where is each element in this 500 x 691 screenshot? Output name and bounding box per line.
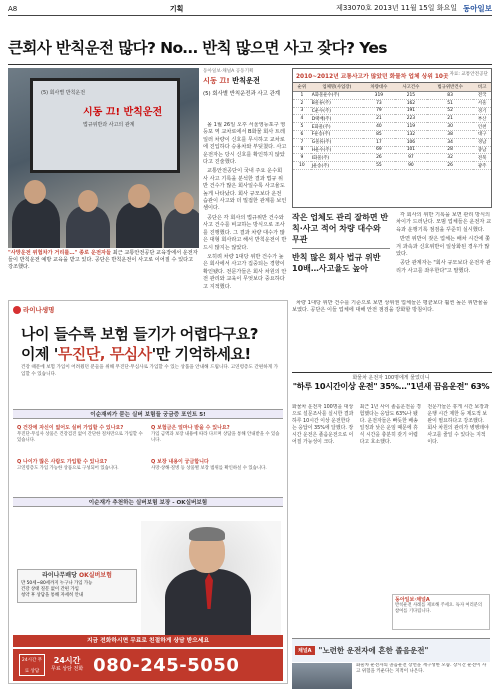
- survey-column: 최근 1년 사이 졸음운전을 경험했다는 응답도 63%나 됐다. 운전자들은 빠듯한 배송 일정과 낮은 운임 때문에 휴식 시간을 충분히 갖기 어렵다고 호소했다.: [359, 404, 421, 445]
- photo-caption: [8, 250, 199, 271]
- ad-answer: 무진단·무심사 상품은 건강검진 없이 간단한 절차만으로 가입할 수 있습니다.: [17, 432, 143, 443]
- pull-quote-2: 반칙 많은 회사 법규 위반 10배…사고율도 높아: [292, 253, 381, 273]
- ad-qa-item: [151, 459, 281, 472]
- table-row: [293, 107, 491, 115]
- table-cell: 34: [427, 138, 473, 146]
- headline-divider: [8, 64, 492, 65]
- ad-headline-2a: 이제 ': [21, 345, 58, 363]
- column-header: 순위: [293, 83, 311, 92]
- audience-person: [164, 208, 199, 248]
- channel-banner[interactable]: [292, 638, 490, 662]
- product-line: 청약 후 상담을 통해 자세히 안내: [21, 593, 84, 598]
- promo-label: 동아일보·채널A: [395, 597, 430, 603]
- table-cell: E화물(주): [311, 123, 363, 131]
- table-cell: 101: [395, 146, 427, 154]
- table-unit: 자료: 교통안전공단: [449, 72, 488, 77]
- data-table: [293, 83, 491, 170]
- table-cell: 40: [363, 123, 395, 131]
- audience-person: [12, 198, 60, 248]
- ad-question: Q 건강에 자신이 없어도 실버 가입할 수 있나요?: [17, 425, 124, 431]
- table-cell: 319: [363, 92, 395, 100]
- column-header: 비고: [473, 83, 491, 92]
- page-number: A8: [8, 4, 18, 13]
- table-cell: 6: [293, 130, 311, 138]
- product-name-b: OK실버보험: [78, 572, 112, 579]
- ad-brand-name: 라이나생명: [23, 306, 55, 314]
- ad-headline-2b: '만 기억하세요!: [151, 345, 251, 363]
- table-cell: 38: [427, 130, 473, 138]
- series-title-b: 반칙운전: [232, 76, 260, 85]
- table-cell: 132: [395, 130, 427, 138]
- table-cell: 97: [395, 154, 427, 162]
- issue-line: 제33070호 2013년 11월 15일 화요일: [336, 4, 457, 12]
- table-cell: 215: [395, 92, 427, 100]
- subhead-title: "하루 10시간이상 운전" 35%…"1년새 끔음운전" 63%: [292, 381, 490, 391]
- ad-qa-item: [17, 425, 147, 444]
- table-cell: A화물운수(주): [311, 92, 363, 100]
- lead-photo: [8, 68, 199, 248]
- call-banner: 지금 전화하시면 무료로 친절하게 상담 받으세요: [13, 635, 283, 647]
- insurance-ad: [8, 300, 288, 684]
- table-header-row: [293, 83, 491, 92]
- table-cell: B물류(주): [311, 99, 363, 107]
- table-cell: I화물(주): [311, 154, 363, 162]
- screen-line: 법규위반과 사고의 관계: [83, 122, 135, 128]
- table-cell: 충남: [473, 146, 491, 154]
- table-row: [293, 115, 491, 123]
- audience-person: [116, 202, 162, 248]
- ad-section-bar: 이순재씨가 묻는 실버 보험들 궁금증 포인트 5!: [13, 409, 283, 419]
- table-cell: 21: [363, 115, 395, 123]
- table-cell: D택배(주): [311, 115, 363, 123]
- table-cell: 55: [363, 162, 395, 170]
- table-cell: 79: [363, 107, 395, 115]
- table-cell: 30: [427, 123, 473, 131]
- article-paragraph: 각 회사의 위반 기록을 보면 관리 방식의 차이가 드러난다. 모범 업체들은 운전자 교육과 운행기록 점검을 꾸준히 실시했다.: [396, 212, 492, 233]
- article-paragraph: 공단은 각 회사의 법규위반 건수와 사고 건수를 비교하는 방식으로 조사를 진행했다. 그 결과 차량 대수가 많은 대형 회사라고 해서 반칙운전이 반드시 많지는 않았다.: [203, 214, 287, 251]
- table-title-bar: [293, 69, 491, 83]
- table-cell: 2: [293, 99, 311, 107]
- table-row: [293, 130, 491, 138]
- product-line: 만 50세~80세까지 누구나 가입 가능: [21, 581, 93, 586]
- column-header: 업체명(사업장): [311, 83, 363, 92]
- hours-sub: 무료 상담 전화: [51, 666, 84, 672]
- table-row: [293, 123, 491, 131]
- table-cell: 부산: [473, 115, 491, 123]
- newspaper-logo: 동아일보: [463, 4, 492, 13]
- table-cell: 3: [293, 107, 311, 115]
- ad-qa-item: [17, 459, 147, 472]
- table-cell: 85: [363, 130, 395, 138]
- bottom-photo: [292, 663, 352, 689]
- survey-column: 전문가들은 휴게 시간 보장과 운행 시간 제한 등 제도적 보완이 필요하다고 강조했다. 회사 차원의 관리가 병행돼야 사고를 줄일 수 있다는 지적이다.: [427, 404, 489, 445]
- hours-label: [51, 656, 83, 674]
- ad-qa-item: [151, 425, 281, 444]
- table-cell: 경기: [473, 107, 491, 115]
- subhead-kicker: 화물차 운전자 100명에게 물었더니: [352, 375, 430, 381]
- table-row: [293, 146, 491, 154]
- table-cell: 광주: [473, 162, 491, 170]
- accident-table: [292, 68, 492, 208]
- screen-title: 시동 끄! 반칙운전: [83, 107, 163, 118]
- table-cell: 51: [427, 99, 473, 107]
- ad-answer: 고연령층도 가입 가능한 상품으로 구성되어 있습니다.: [17, 466, 119, 471]
- banner-text: "노련한 운전자에 흔한 졸음운전": [318, 646, 429, 655]
- table-cell: 83: [427, 92, 473, 100]
- table-cell: 90: [395, 162, 427, 170]
- audience-head: [174, 192, 194, 214]
- table-cell: 17: [363, 138, 395, 146]
- survey-subhead: [292, 374, 490, 400]
- table-cell: J운송(주): [311, 162, 363, 170]
- phone-number[interactable]: 080-245-5050: [93, 654, 240, 676]
- bottom-caption: 화물차 운전자의 졸음운전 장면을 재구성한 모습. 장시간 운전이 사고 위험을 키운다는 지적이 나온다.: [356, 663, 487, 675]
- product-name-a: 라이나무배당: [42, 572, 79, 579]
- table-cell: 7: [293, 138, 311, 146]
- table-row: [293, 154, 491, 162]
- series-subtitle: (5) 회사별 반칙운전과 사고 관계: [203, 91, 280, 97]
- table-cell: 73: [363, 99, 395, 107]
- product-name: [21, 573, 133, 579]
- audience-head: [128, 184, 150, 208]
- series-kicker: 동아일보·채널A 공동기획: [203, 69, 254, 74]
- promo-body: 반칙운전 사례를 제보해 주세요. 독자 여러분의 참여를 기다립니다.: [395, 603, 483, 614]
- column-header: 차량대수: [363, 83, 395, 92]
- table-cell: G물류(주): [311, 138, 363, 146]
- table-cell: 전북: [473, 154, 491, 162]
- series-box: [203, 68, 287, 120]
- product-box: [17, 569, 137, 603]
- table-cell: 32: [427, 154, 473, 162]
- pull-quote-divider: [292, 248, 390, 249]
- ad-question: Q 보장 내용이 궁금합니다: [151, 459, 209, 465]
- reader-promo: [392, 594, 490, 630]
- table-row: [293, 92, 491, 100]
- phone-icon: 24시간 무료 상담: [19, 654, 45, 676]
- series-title-a: 시동 끄!: [203, 76, 233, 85]
- table-cell: 8: [293, 146, 311, 154]
- hours-main: 24시간: [53, 656, 81, 665]
- caption-body: 최근 교통안전공단 교육장에서 운전자들이 반칙운전 예방 교육을 받고 있다. 공단은 반칙운전이 사고로 이어질 수 있다고 강조했다.: [8, 250, 198, 270]
- table-cell: 대구: [473, 130, 491, 138]
- column-header: 사고건수: [395, 83, 427, 92]
- table-cell: 10: [293, 162, 311, 170]
- table-cell: F운송(주): [311, 130, 363, 138]
- screen-subtitle: (5) 회사별 반칙운전: [41, 90, 86, 96]
- caption-quote: "사망운전 위험차가 거리를…" 종로 운전자들: [8, 250, 112, 256]
- survey-column: 화물차 운전자 100명을 대상으로 설문조사를 실시한 결과 하루 10시간 이상 운전한다는 응답이 35%에 달했다. 장시간 운전은 졸음운전으로 이어질 가능성이 크다.: [292, 404, 354, 445]
- table-cell: 서울: [473, 99, 491, 107]
- table-cell: 119: [395, 123, 427, 131]
- table-cell: 전국: [473, 92, 491, 100]
- table-cell: 5: [293, 123, 311, 131]
- page-header: [8, 2, 492, 16]
- ad-headline-2: [21, 343, 251, 364]
- ad-intro: 건강 때문에 보험 가입이 어려웠던 분들을 위해 무진단·무심사로 가입할 수 있는 상품을 안내해 드립니다. 고연령층도 간편하게 가입할 수 있습니다.: [21, 365, 279, 377]
- article-paragraph: 공단 관계자는 "회사 규모보다 운전자 관리가 사고를 좌우한다"고 말했다.: [396, 260, 491, 274]
- table-row: [293, 162, 491, 170]
- ad-question: Q 나이가 많은 사람도 가입할 수 있나요?: [17, 459, 108, 465]
- ad-answer: 가입 금액과 보장 내용에 따라 다르며 상담을 통해 안내받을 수 있습니다.: [151, 432, 280, 443]
- table-cell: 경남: [473, 138, 491, 146]
- article-left: [203, 122, 287, 296]
- table-cell: 인천: [473, 123, 491, 131]
- article-paragraph: 차량 1대당 위반 건수를 기준으로 보면 상위권 업체들은 평균보다 훨씬 높은 위반율을 보였다. 공단은 이들 업체에 대해 안전 점검을 강화할 방침이다.: [292, 300, 488, 314]
- table-row: [293, 99, 491, 107]
- table-cell: 9: [293, 154, 311, 162]
- table-cell: 4: [293, 115, 311, 123]
- main-headline: 큰회사 반칙운전 많다? No… 반칙 많으면 사고 잦다? Yes: [8, 39, 387, 57]
- column-header: 법규위반건수: [427, 83, 473, 92]
- product-line: 건강 상태 질문 없이 간편 가입: [21, 587, 79, 592]
- table-title: 2010~2012년 교통사고가 많았던 화물차 업체 상위 10곳: [296, 74, 449, 80]
- section-label: 기획: [169, 4, 184, 13]
- section-divider: [292, 372, 492, 373]
- ad-question: Q 보험금은 얼마나 받을 수 있나요?: [151, 425, 230, 431]
- pull-quote-1: 작은 업체도 관리 잘하면 반칙·사고 적어 차량 대수와 무관: [292, 213, 389, 244]
- table-cell: 1: [293, 92, 311, 100]
- table-cell: C운수(주): [311, 107, 363, 115]
- table-cell: 21: [427, 115, 473, 123]
- ad-answer: 사망·상해·질병 등 상품별 보장 범위를 확인하실 수 있습니다.: [151, 466, 267, 471]
- ad-brand: [13, 305, 54, 314]
- table-cell: 162: [395, 99, 427, 107]
- article-paragraph: 교통안전공단이 국내 주요 운수회사 사고 기록을 분석한 결과 법규 위반 건수가 많은 회사일수록 사고율도 높게 나타났다. 회사 규모보다 운전 습관이 사고와 더 밀접한 관계를 보인 셈이다.: [203, 168, 287, 212]
- table-cell: 52: [427, 107, 473, 115]
- table-cell: 191: [395, 107, 427, 115]
- audience-head: [24, 180, 46, 204]
- ad-section-bar: 이순재가 추천하는 실버보험 보장 - OK실버보험: [13, 497, 283, 507]
- table-cell: 26: [427, 162, 473, 170]
- audience-head: [78, 190, 98, 212]
- audience-person: [66, 206, 110, 248]
- brand-logo-icon: [13, 306, 21, 314]
- ad-headline-2-red: 무진단, 무심사: [57, 345, 152, 363]
- table-row: [293, 138, 491, 146]
- ad-headline-1: 나이 들수록 보험 들기가 어렵다구요?: [21, 325, 258, 343]
- table-cell: 28: [427, 146, 473, 154]
- series-title: [203, 76, 287, 86]
- table-cell: 223: [395, 115, 427, 123]
- article-paragraph: 올 1월 26일 오후 서울영등포구 영등포 역 교차로에서 B화물 회사 트레일러 차량이 신호를 무시하고 교차로에 진입하다 승용차와 부딪쳤다. 사고 운전자는 당시 신호를 확인하지 않았다고 진술했다.: [203, 122, 287, 166]
- article-paragraph: 오히려 차량 1대당 위반 건수가 높은 회사에서 사고가 집중되는 경향이 확인됐다. 전문가들은 회사 차원의 안전 관리와 교육이 무엇보다 중요하다고 지적했다.: [203, 253, 287, 290]
- table-cell: 106: [395, 138, 427, 146]
- table-cell: 69: [363, 146, 395, 154]
- pull-quote: [292, 212, 390, 298]
- phone-block[interactable]: [13, 649, 283, 681]
- spokesperson-hair: [189, 527, 225, 541]
- presentation-screen: [30, 78, 180, 173]
- article-right: [292, 300, 490, 372]
- article-paragraph: 반면 위반이 잦은 업체는 배차 시간에 쫓겨 과속과 신호위반이 일상화된 경우가 많았다.: [396, 236, 491, 258]
- table-cell: 26: [363, 154, 395, 162]
- channel-tag: 채널A: [295, 646, 315, 655]
- table-cell: H운수(주): [311, 146, 363, 154]
